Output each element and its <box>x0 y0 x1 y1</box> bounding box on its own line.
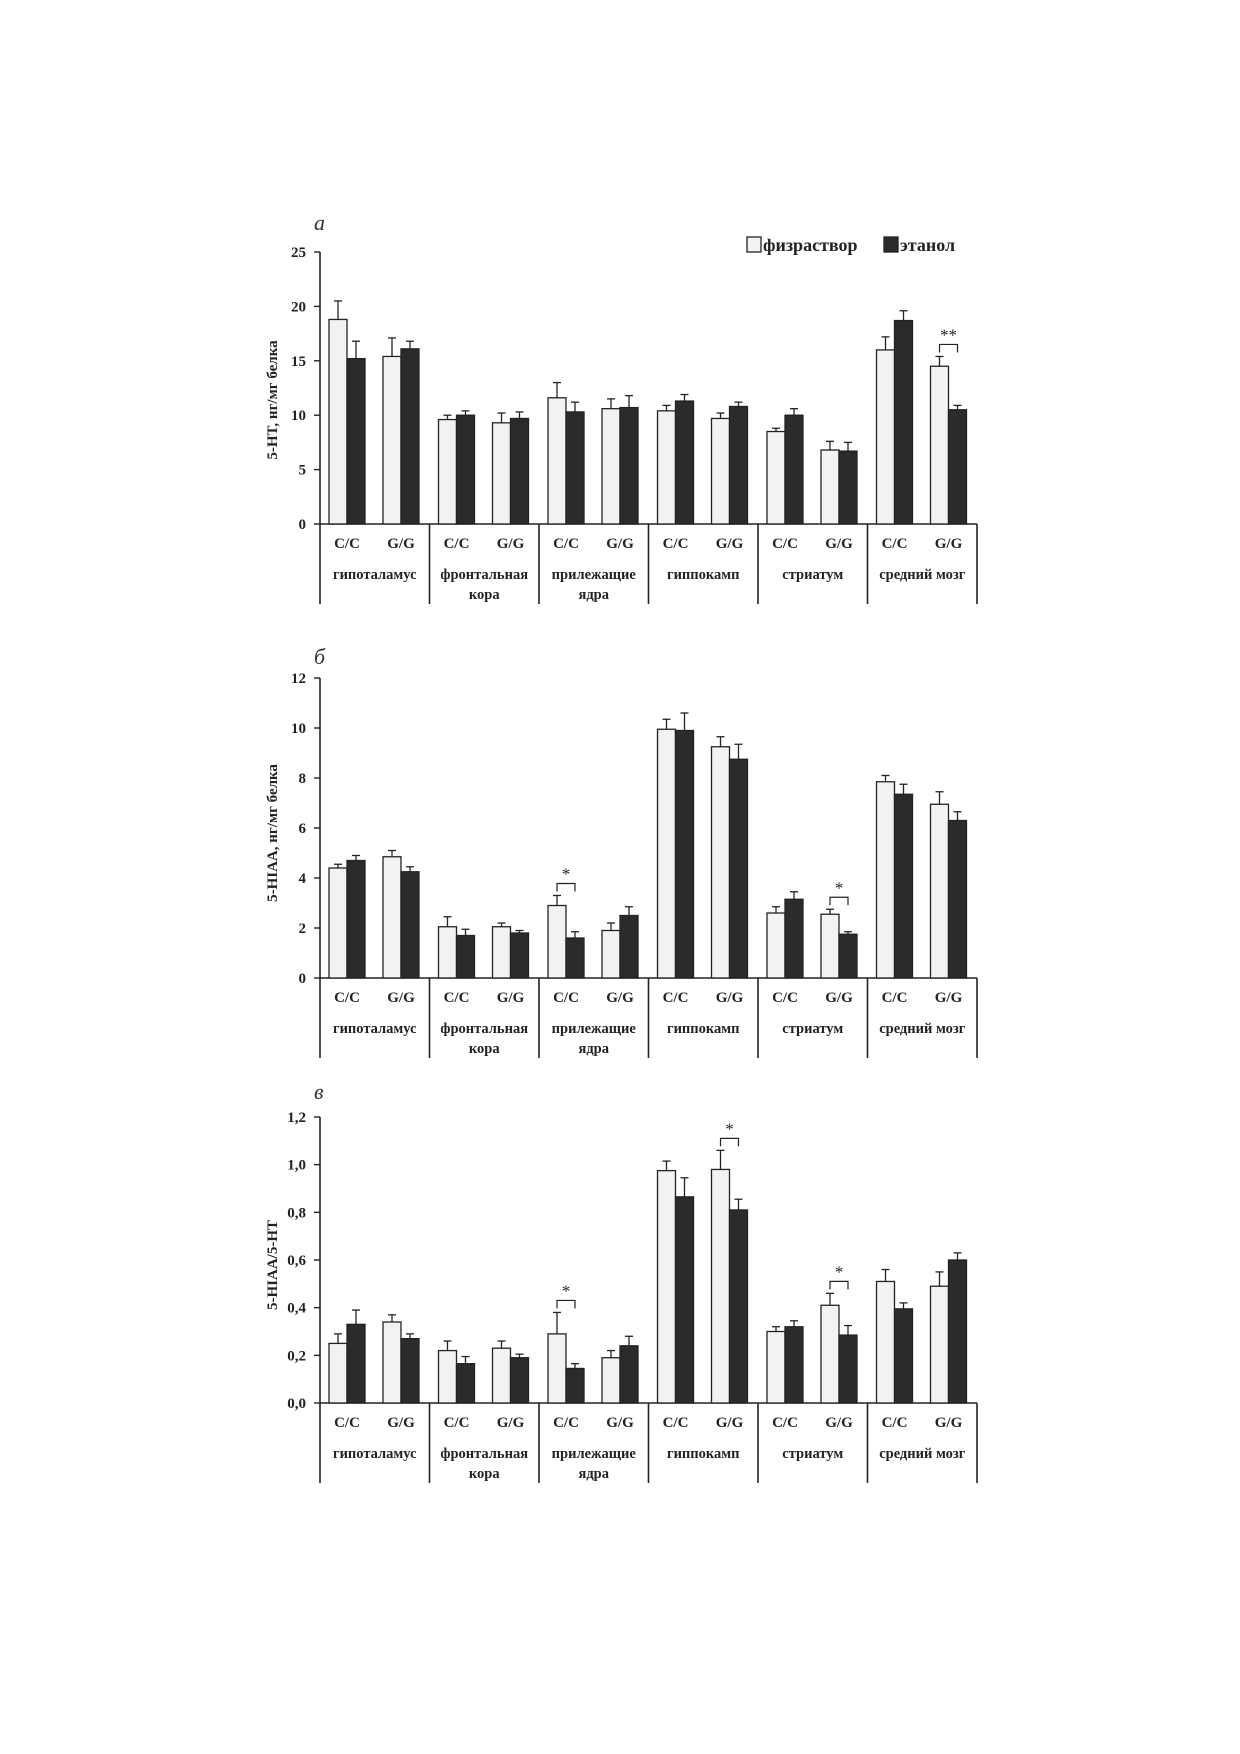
region-label: ядра <box>578 1041 609 1057</box>
y-tick-label: 8 <box>298 771 306 787</box>
genotype-label: C/C <box>662 1415 689 1431</box>
significance-marker: ** <box>940 325 957 345</box>
chart-panel-ratio <box>287 1110 977 1483</box>
bar-saline <box>383 356 401 524</box>
panel-letter-c: в <box>314 1079 324 1104</box>
region-label: гипоталамус <box>332 1021 417 1037</box>
genotype-label: C/C <box>443 990 470 1006</box>
bar-ethanol <box>676 731 694 979</box>
y-axis-label-b: 5-HIAA, нг/мг белка <box>265 764 281 902</box>
significance-bracket <box>830 897 848 905</box>
region-label: гипоталамус <box>332 1446 417 1462</box>
bar-ethanol <box>347 1324 365 1403</box>
bar-saline <box>493 423 511 524</box>
y-tick-label: 0,8 <box>287 1205 306 1222</box>
genotype-label: C/C <box>443 1415 470 1431</box>
bar-saline <box>767 432 785 524</box>
significance-bracket <box>557 884 575 892</box>
bar-ethanol <box>730 1210 748 1403</box>
bar-ethanol <box>895 1309 913 1403</box>
bar-saline <box>767 913 785 978</box>
y-tick-label: 10 <box>291 408 306 425</box>
bar-ethanol <box>895 794 913 978</box>
genotype-label: G/G <box>496 990 525 1006</box>
bar-saline <box>712 418 730 524</box>
bar-ethanol <box>401 349 419 524</box>
region-label: гипоталамус <box>332 567 417 583</box>
genotype-label: G/G <box>387 536 415 552</box>
y-tick-label: 10 <box>291 721 306 737</box>
y-tick-label: 1,0 <box>287 1157 306 1174</box>
bar-saline <box>548 1334 566 1403</box>
genotype-label: G/G <box>934 1415 963 1431</box>
genotype-label: G/G <box>825 1415 853 1431</box>
bar-saline <box>602 931 620 979</box>
y-axis-label-c: 5-HIAA/5-HT <box>265 1220 281 1310</box>
legend <box>747 235 955 255</box>
bar-ethanol <box>511 418 529 524</box>
genotype-label: G/G <box>387 990 415 1006</box>
region-label: фронтальная <box>440 1446 529 1462</box>
y-tick-label: 20 <box>291 299 306 316</box>
bar-saline <box>658 729 676 978</box>
genotype-label: C/C <box>881 536 908 552</box>
significance-marker: * <box>834 878 844 898</box>
region-label: ядра <box>578 587 609 603</box>
region-label: гиппокамп <box>666 1446 740 1462</box>
genotype-label: C/C <box>334 1415 360 1431</box>
legend-label-saline: физраствор <box>763 235 858 255</box>
bar-ethanol <box>620 916 638 979</box>
y-tick-label: 0,4 <box>287 1300 306 1317</box>
genotype-label: G/G <box>715 990 744 1006</box>
bar-ethanol <box>839 451 857 524</box>
bar-ethanol <box>401 1339 419 1403</box>
region-label: стриатум <box>782 1446 844 1462</box>
bar-ethanol <box>839 1335 857 1403</box>
genotype-label: G/G <box>606 536 634 552</box>
bar-saline <box>877 350 895 524</box>
y-tick-label: 12 <box>291 671 306 687</box>
bar-saline <box>712 747 730 978</box>
significance-bracket <box>940 344 958 352</box>
bar-ethanol <box>949 821 967 979</box>
bar-ethanol <box>730 759 748 978</box>
chart-panel-5ht <box>291 245 977 604</box>
genotype-label: C/C <box>662 990 689 1006</box>
y-tick-label: 6 <box>298 821 306 837</box>
y-tick-label: 1,2 <box>287 1110 306 1126</box>
bar-saline <box>821 914 839 978</box>
region-label: средний мозг <box>879 567 966 583</box>
region-label: фронтальная <box>440 1021 529 1037</box>
bar-ethanol <box>839 934 857 978</box>
bar-saline <box>383 1322 401 1403</box>
significance-bracket <box>721 1138 739 1146</box>
y-tick-label: 4 <box>298 871 306 887</box>
y-tick-label: 5 <box>298 462 306 479</box>
bar-ethanol <box>566 412 584 524</box>
region-label: прилежащие <box>551 567 636 583</box>
bar-saline <box>602 409 620 524</box>
significance-marker: * <box>561 864 571 884</box>
bar-saline <box>931 366 949 524</box>
genotype-label: G/G <box>934 990 963 1006</box>
region-label: кора <box>468 1041 500 1057</box>
genotype-label: G/G <box>715 1415 744 1431</box>
genotype-label: C/C <box>553 1415 579 1431</box>
bar-saline <box>767 1332 785 1404</box>
genotype-label: C/C <box>334 536 360 552</box>
y-tick-label: 0,6 <box>287 1253 306 1269</box>
bar-ethanol <box>676 401 694 524</box>
region-label: стриатум <box>782 567 844 583</box>
bar-saline <box>439 927 457 978</box>
bar-saline <box>329 319 347 524</box>
bar-saline <box>877 1281 895 1403</box>
y-tick-label: 25 <box>291 245 306 261</box>
region-label: ядра <box>578 1466 609 1482</box>
y-tick-label: 0,0 <box>287 1396 306 1412</box>
bar-ethanol <box>620 408 638 524</box>
legend-swatch-ethanol <box>884 237 898 252</box>
bar-ethanol <box>949 1260 967 1403</box>
genotype-label: G/G <box>387 1415 415 1431</box>
bar-saline <box>602 1358 620 1403</box>
bar-ethanol <box>566 1368 584 1403</box>
panel-letter-b: б <box>314 644 326 669</box>
bar-ethanol <box>457 415 475 524</box>
y-tick-label: 0 <box>298 971 306 987</box>
bar-ethanol <box>347 861 365 979</box>
bar-ethanol <box>895 321 913 524</box>
bar-saline <box>548 398 566 524</box>
bar-ethanol <box>785 899 803 978</box>
bar-ethanol <box>949 410 967 524</box>
y-tick-label: 2 <box>298 921 306 937</box>
significance-marker: * <box>561 1281 571 1301</box>
significance-marker: * <box>834 1262 844 1282</box>
legend-label-ethanol: этанол <box>900 235 956 255</box>
significance-bracket <box>557 1300 575 1308</box>
bar-ethanol <box>785 1327 803 1403</box>
genotype-label: C/C <box>772 536 798 552</box>
genotype-label: G/G <box>606 1415 634 1431</box>
legend-swatch-saline <box>747 237 761 252</box>
bar-saline <box>658 1171 676 1403</box>
bar-saline <box>931 1286 949 1403</box>
bar-ethanol <box>676 1197 694 1403</box>
significance-bracket <box>830 1281 848 1289</box>
bar-ethanol <box>785 415 803 524</box>
bar-saline <box>658 411 676 524</box>
genotype-label: C/C <box>881 1415 908 1431</box>
genotype-label: G/G <box>825 990 853 1006</box>
genotype-label: G/G <box>825 536 853 552</box>
bar-ethanol <box>566 938 584 978</box>
bar-saline <box>329 1343 347 1403</box>
genotype-label: C/C <box>553 990 579 1006</box>
bar-ethanol <box>730 406 748 524</box>
region-label: кора <box>468 587 500 603</box>
bar-saline <box>821 1305 839 1403</box>
genotype-label: C/C <box>334 990 360 1006</box>
y-axis-label-a: 5-HT, нг/мг белка <box>265 340 281 460</box>
region-label: прилежащие <box>551 1446 636 1462</box>
bar-saline <box>548 906 566 979</box>
bar-ethanol <box>457 1364 475 1403</box>
bar-ethanol <box>347 359 365 524</box>
genotype-label: C/C <box>881 990 908 1006</box>
region-label: гиппокамп <box>666 1021 740 1037</box>
bar-saline <box>821 450 839 524</box>
region-label: гиппокамп <box>666 567 740 583</box>
chart-panel-5hiaa <box>291 671 977 1058</box>
bar-ethanol <box>401 872 419 978</box>
region-label: прилежащие <box>551 1021 636 1037</box>
genotype-label: G/G <box>496 536 525 552</box>
genotype-label: C/C <box>443 536 470 552</box>
region-label: стриатум <box>782 1021 844 1037</box>
bar-saline <box>383 857 401 978</box>
genotype-label: C/C <box>662 536 689 552</box>
bar-saline <box>877 782 895 978</box>
region-label: средний мозг <box>879 1021 966 1037</box>
genotype-label: C/C <box>772 990 798 1006</box>
region-label: фронтальная <box>440 567 529 583</box>
bar-ethanol <box>511 933 529 978</box>
bar-saline <box>493 1348 511 1403</box>
panel-letter-a: а <box>314 210 325 235</box>
genotype-label: G/G <box>715 536 744 552</box>
region-label: средний мозг <box>879 1446 966 1462</box>
genotype-label: C/C <box>553 536 579 552</box>
genotype-label: G/G <box>934 536 963 552</box>
y-tick-label: 0,2 <box>287 1348 306 1365</box>
bar-ethanol <box>620 1346 638 1403</box>
bar-ethanol <box>457 936 475 979</box>
region-label: кора <box>468 1466 500 1482</box>
bar-saline <box>329 868 347 978</box>
bar-saline <box>493 927 511 978</box>
significance-marker: * <box>725 1119 734 1139</box>
genotype-label: C/C <box>772 1415 798 1431</box>
bar-saline <box>712 1169 730 1403</box>
y-tick-label: 0 <box>298 517 306 533</box>
bar-saline <box>931 804 949 978</box>
bar-ethanol <box>511 1358 529 1403</box>
y-tick-label: 15 <box>291 353 306 370</box>
genotype-label: G/G <box>496 1415 525 1431</box>
bar-saline <box>439 1351 457 1403</box>
bar-saline <box>439 420 457 524</box>
genotype-label: G/G <box>606 990 634 1006</box>
